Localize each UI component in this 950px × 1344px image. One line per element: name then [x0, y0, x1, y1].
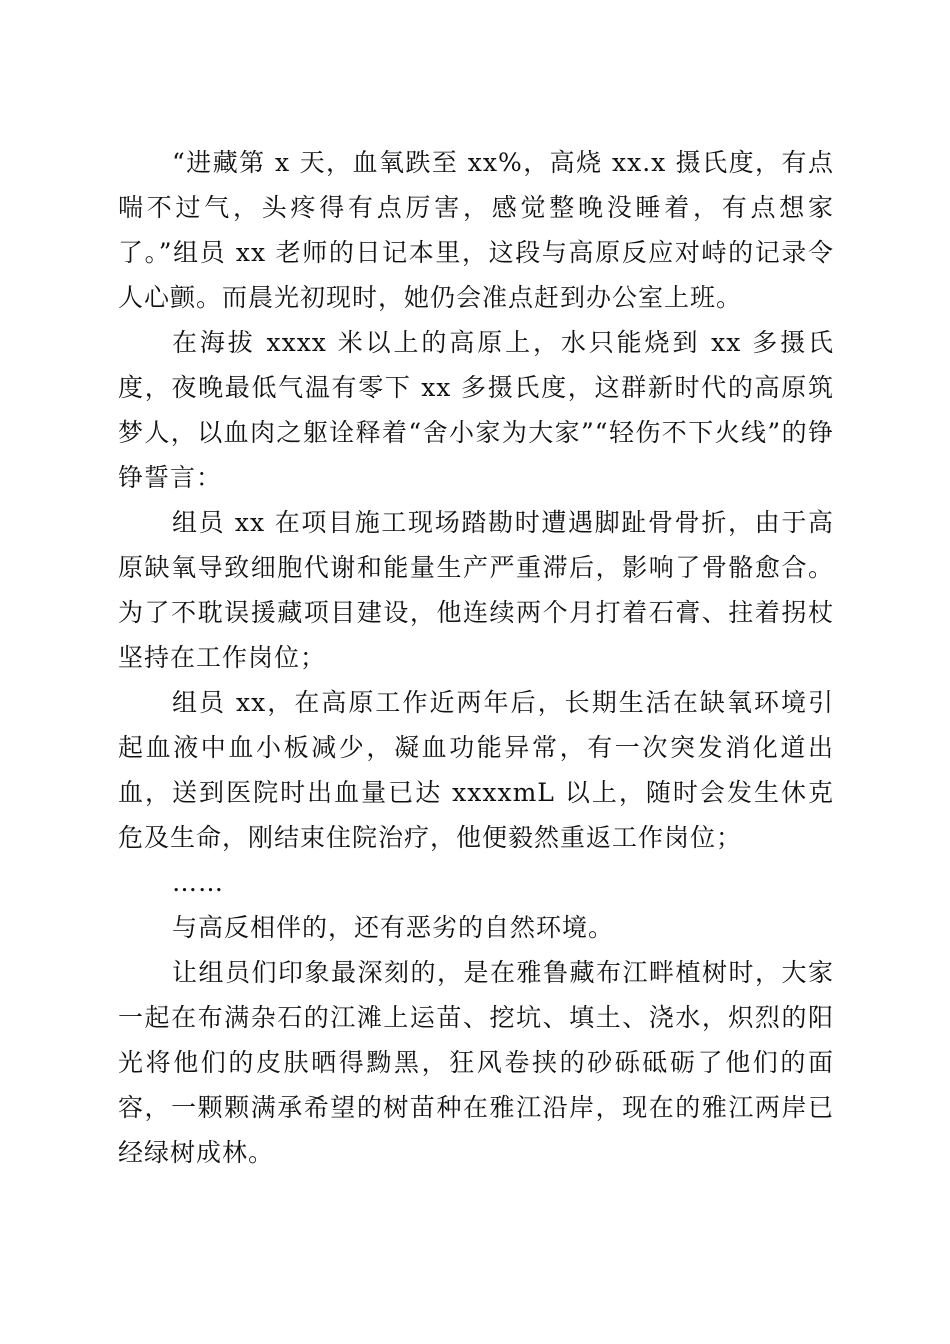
paragraph-diary-entry: “进藏第 x 天，血氧跌至 xx%，高烧 xx.x 摄氏度，有点喘不过气，头疼得有点厉害，感觉整晚没睡着，有点想家了。”组员 xx 老师的日记本里，这段与高原反应对峙的记录令人心颤。而晨光初现时，她仍会准点赶到办公室上班。 — [118, 148, 834, 312]
paragraph-tree-planting: 让组员们印象最深刻的，是在雅鲁藏布江畔植树时，大家一起在布满杂石的江滩上运苗、挖坑、填土、浇水，炽烈的阳光将他们的皮肤晒得黝黑，狂风卷挟的砂砾砥砺了他们的面容，一颗颗满承希望的树苗种在雅江沿岸，现在的雅江两岸已经绿树成林。 — [118, 958, 834, 1167]
paragraph-bleeding: 组员 xx，在高原工作近两年后，长期生活在缺氧环境引起血液中血小板减少，凝血功能异常，有一次突发消化道出血，送到医院时出血量已达 xxxxmL 以上，随时会发生休克危及生命，刚结束住院治疗，他便毅然重返工作岗位； — [118, 688, 834, 852]
document-body — [118, 140, 834, 1175]
paragraph-toe-fracture: 组员 xx 在项目施工现场踏勘时遭遇脚趾骨骨折，由于高原缺氧导致细胞代谢和能量生产严重滞后，影响了骨骼愈合。为了不耽误援藏项目建设，他连续两个月打着石膏、拄着拐杖坚持在工作岗位； — [118, 508, 834, 672]
paragraph-environment: 与高反相伴的，还有恶劣的自然环境。 — [172, 913, 615, 942]
paragraph-plateau-conditions: 在海拔 xxxx 米以上的高原上，水只能烧到 xx 多摄氏度，夜晚最低气温有零下 xx 多摄氏度，这群新时代的高原筑梦人，以血肉之躯诠释着“舍小家为大家”“轻伤不下火线”的铮铮誓言： — [118, 328, 834, 492]
paragraph-ellipsis: …… — [172, 868, 224, 897]
